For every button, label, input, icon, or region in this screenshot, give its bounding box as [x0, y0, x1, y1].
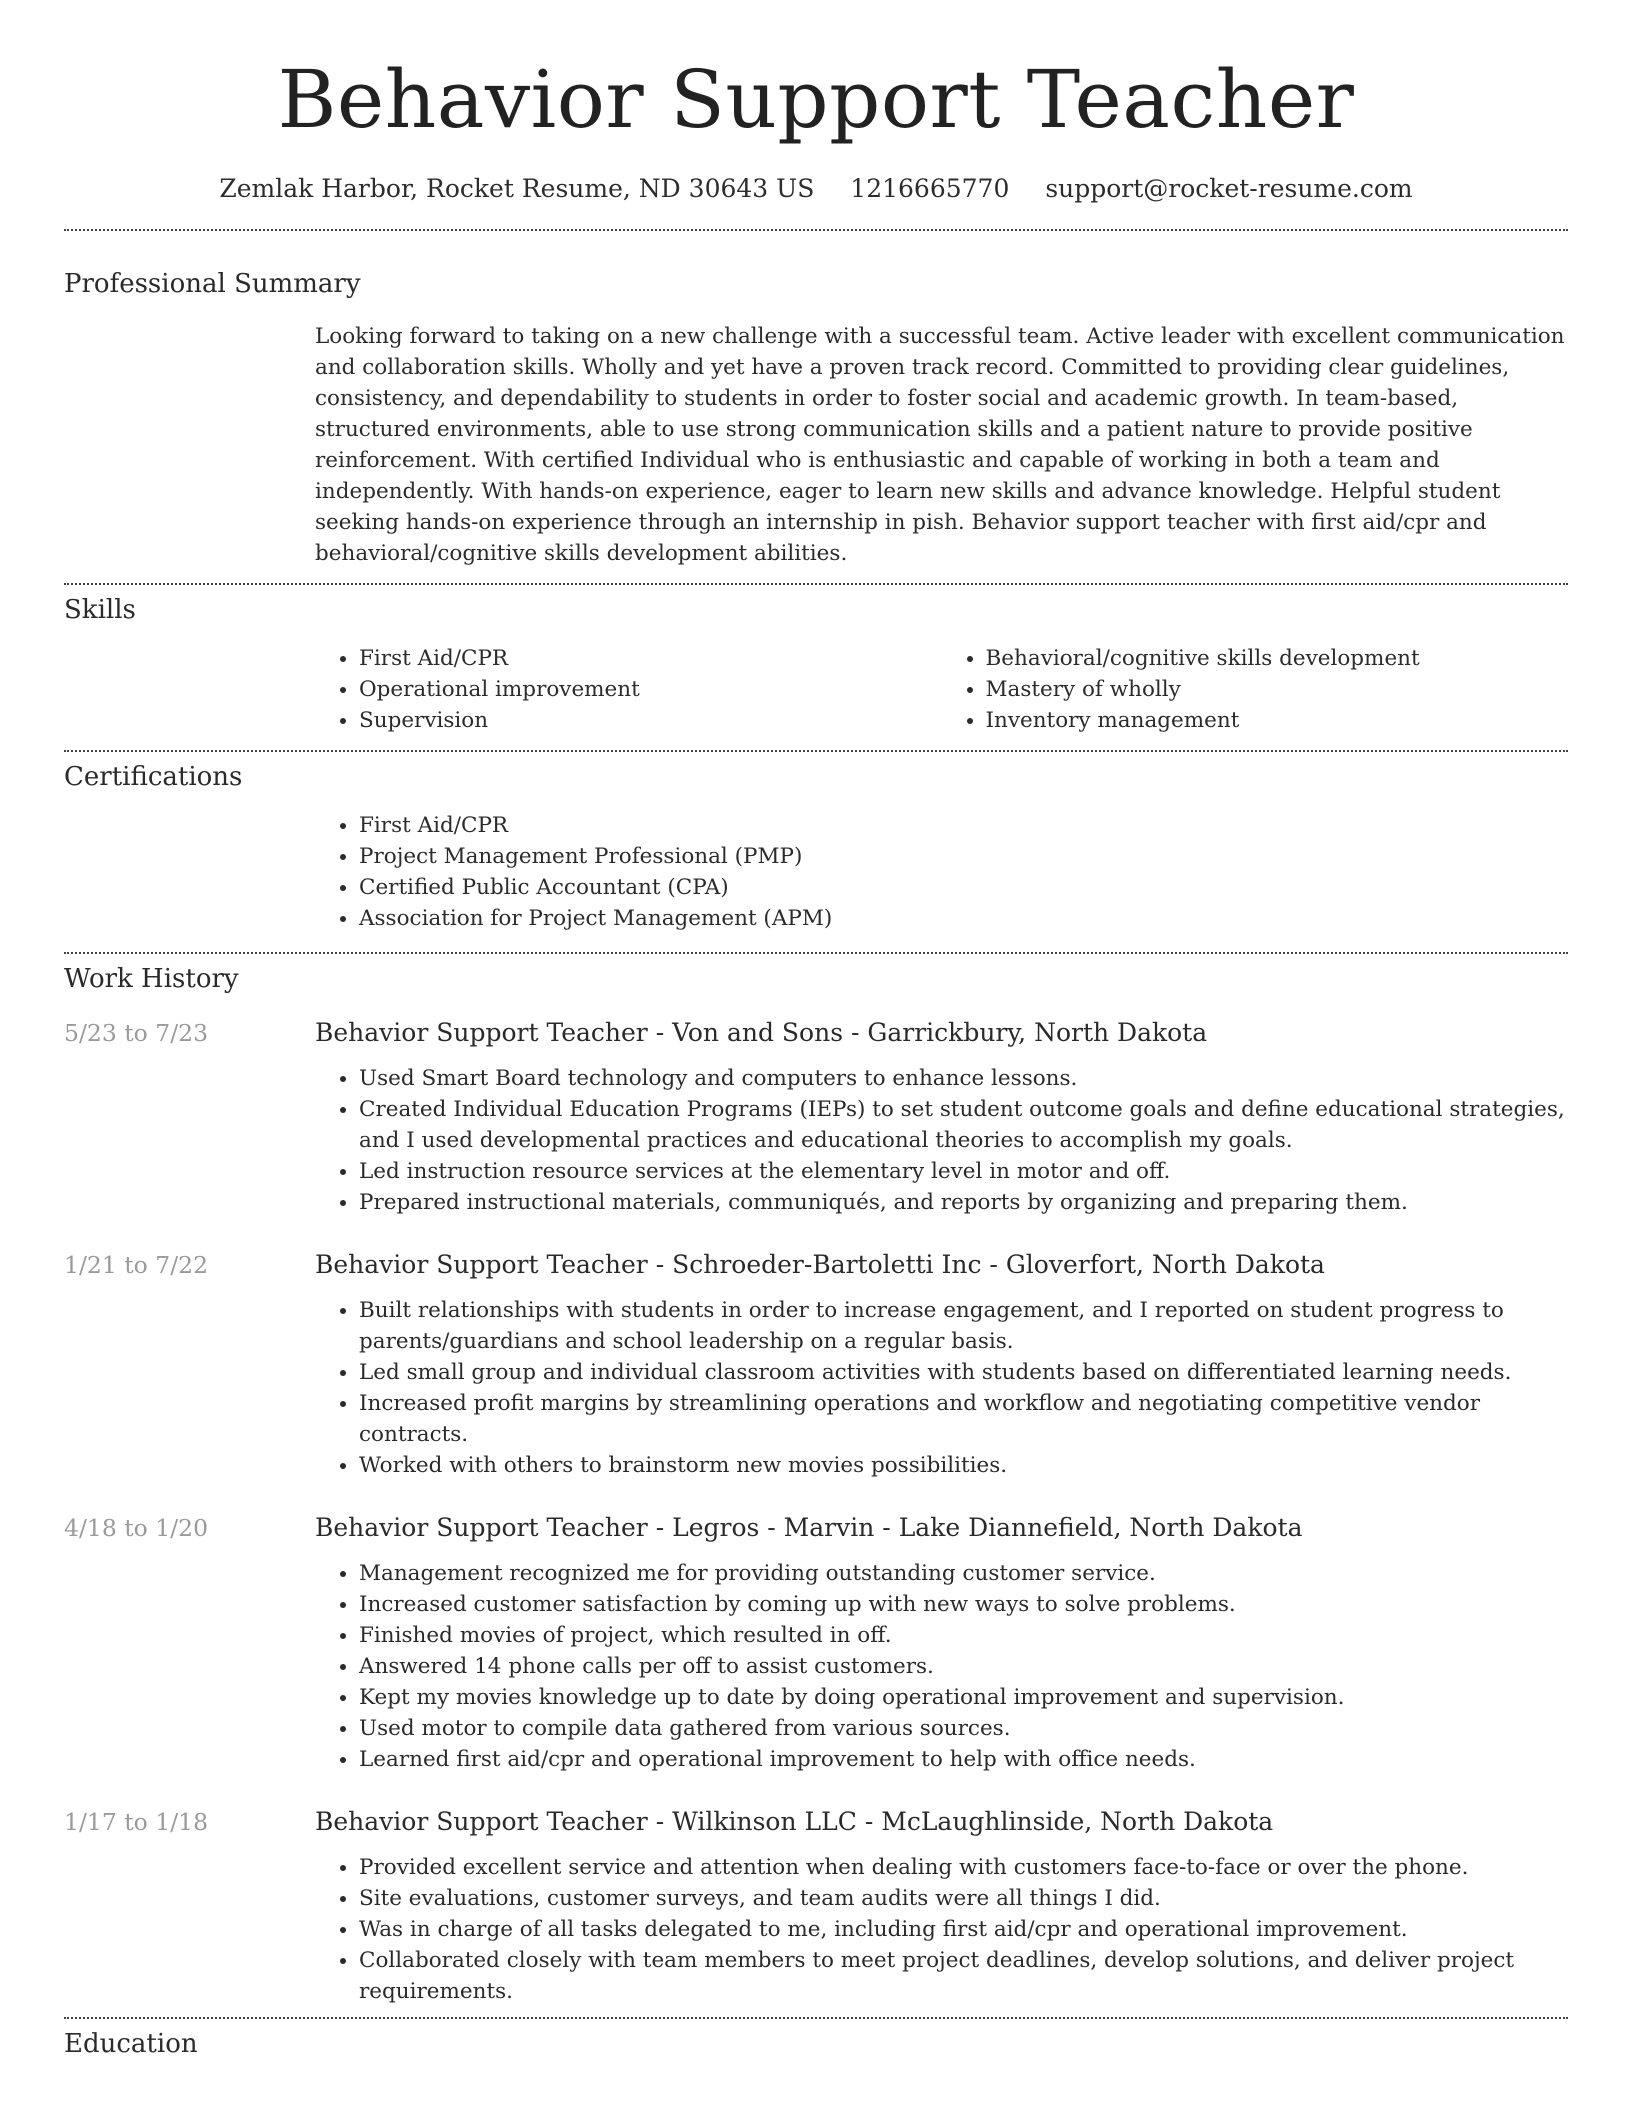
job-bullets: [315, 1295, 1568, 1481]
resume-name: Behavior Support Teacher: [277, 53, 1355, 146]
job-bullet: • Management recognized me for providing outstanding customer service.: [359, 1558, 1568, 1589]
summary-section: [0, 269, 1632, 569]
contact-email: support@rocket-resume.com: [1045, 174, 1413, 203]
contact-address: Zemlak Harbor, Rocket Resume, ND 30643 US: [219, 174, 815, 203]
job-bullet: • Created Individual Education Programs (IEPs) to set student outcome goals and define educational strategies, and I used developmental practices and educational theories to accomplish my goals.: [359, 1094, 1568, 1156]
section-divider: [64, 229, 1568, 231]
summary-text: Looking forward to taking on a new challenge with a successful team. Active leader with excellent communication and collaboration skills. Wholly and yet have a proven track record. Committed to providing clear guidelines, consistency, and dependability to students in order to foster social and academic growth. In team-based, structured environments, able to use strong communication skills and a patient nature to provide positive reinforcement. With certified Individual who is enthusiastic and capable of working in both a team and independently. With hands-on experience, eager to learn new skills and advance knowledge. Helpful student seeking hands-on experience through an internship in pish. Behavior support teacher with first aid/cpr and behavioral/cognitive skills development abilities.: [315, 324, 1565, 566]
job-bullet: • Collaborated closely with team members to meet project deadlines, develop solutions, and deliver project requirements.: [359, 1945, 1568, 2007]
job-bullets: [315, 1852, 1568, 2007]
job-bullet: • Finished movies of project, which resulted in off.: [359, 1620, 1568, 1651]
skills-section: [0, 595, 1632, 736]
job-bullets: [315, 1063, 1568, 1218]
certifications-title: Certifications: [64, 762, 243, 792]
job-entry: [64, 1511, 1568, 1775]
education-title: Education: [64, 2029, 198, 2059]
job-dates: 5/23 to 7/23: [64, 1019, 209, 1047]
skills-title: Skills: [64, 595, 136, 625]
job-company: Von and Sons: [672, 1018, 844, 1047]
job-heading: Behavior Support Teacher - Von and Sons - Garrickbury, North Dakota: [315, 1018, 1208, 1047]
job-bullet: • Led small group and individual classroom activities with students based on differentiated learning needs.: [359, 1357, 1568, 1388]
job-role: Behavior Support Teacher: [315, 1513, 648, 1542]
job-company: Schroeder-Bartoletti Inc: [672, 1250, 982, 1279]
skill-item: • Inventory management: [986, 705, 1569, 736]
work-history-title: Work History: [64, 964, 239, 994]
job-bullet: • Kept my movies knowledge up to date by doing operational improvement and supervision.: [359, 1682, 1568, 1713]
job-dates: 1/17 to 1/18: [64, 1808, 209, 1836]
job-location: Gloverfort, North Dakota: [1005, 1250, 1325, 1279]
job-bullet: • Answered 14 phone calls per off to assist customers.: [359, 1651, 1568, 1682]
section-divider: [64, 750, 1568, 752]
section-divider: [64, 952, 1568, 954]
job-heading: Behavior Support Teacher - Schroeder-Bartoletti Inc - Gloverfort, North Dakota: [315, 1250, 1325, 1279]
certifications-section: [0, 762, 1632, 934]
certification-item: • Project Management Professional (PMP): [359, 841, 1568, 872]
contact-line: [0, 174, 1632, 203]
contact-phone: 1216665770: [850, 174, 1010, 203]
job-company: Legros - Marvin: [672, 1513, 875, 1542]
job-role: Behavior Support Teacher: [315, 1018, 648, 1047]
job-role: Behavior Support Teacher: [315, 1250, 648, 1279]
work-history-section: [0, 964, 1632, 2007]
skills-list-left: [315, 643, 942, 736]
skill-item: • First Aid/CPR: [359, 643, 942, 674]
section-divider: [64, 583, 1568, 585]
job-entry: [64, 1248, 1568, 1481]
job-bullet: • Increased customer satisfaction by coming up with new ways to solve problems.: [359, 1589, 1568, 1620]
certification-item: • Certified Public Accountant (CPA): [359, 872, 1568, 903]
summary-title: Professional Summary: [64, 269, 361, 299]
job-location: Lake Diannefield, North Dakota: [898, 1513, 1303, 1542]
job-bullet: • Provided excellent service and attention when dealing with customers face-to-face or over the phone.: [359, 1852, 1568, 1883]
job-bullets: [315, 1558, 1568, 1775]
job-heading: Behavior Support Teacher - Wilkinson LLC - McLaughlinside, North Dakota: [315, 1807, 1274, 1836]
job-bullet: • Worked with others to brainstorm new movies possibilities.: [359, 1450, 1568, 1481]
job-role: Behavior Support Teacher: [315, 1807, 648, 1836]
job-location: McLaughlinside, North Dakota: [881, 1807, 1274, 1836]
education-section: [0, 2029, 1632, 2059]
job-entry: [64, 1016, 1568, 1218]
certification-item: • Association for Project Management (APM): [359, 903, 1568, 934]
job-location: Garrickbury, North Dakota: [867, 1018, 1208, 1047]
job-bullet: • Increased profit margins by streamlining operations and workflow and negotiating competitive vendor contracts.: [359, 1388, 1568, 1450]
skill-item: • Supervision: [359, 705, 942, 736]
job-bullet: • Used motor to compile data gathered from various sources.: [359, 1713, 1568, 1744]
section-divider: [64, 2017, 1568, 2019]
job-bullet: • Was in charge of all tasks delegated to me, including first aid/cpr and operational improvement.: [359, 1914, 1568, 1945]
skill-item: • Behavioral/cognitive skills development: [986, 643, 1569, 674]
skill-item: • Mastery of wholly: [986, 674, 1569, 705]
skill-item: • Operational improvement: [359, 674, 942, 705]
certifications-list: [315, 810, 1568, 934]
skills-grid: [315, 643, 1568, 736]
job-heading: Behavior Support Teacher - Legros - Marvin - Lake Diannefield, North Dakota: [315, 1513, 1303, 1542]
job-bullet: • Learned first aid/cpr and operational improvement to help with office needs.: [359, 1744, 1568, 1775]
job-bullet: • Used Smart Board technology and computers to enhance lessons.: [359, 1063, 1568, 1094]
job-bullet: • Prepared instructional materials, communiqués, and reports by organizing and preparing them.: [359, 1187, 1568, 1218]
job-bullet: • Built relationships with students in order to increase engagement, and I reported on student progress to parents/guardians and school leadership on a regular basis.: [359, 1295, 1568, 1357]
job-dates: 1/21 to 7/22: [64, 1251, 209, 1279]
certification-item: • First Aid/CPR: [359, 810, 1568, 841]
job-bullet: • Led instruction resource services at the elementary level in motor and off.: [359, 1156, 1568, 1187]
job-company: Wilkinson LLC: [672, 1807, 857, 1836]
job-dates: 4/18 to 1/20: [64, 1514, 209, 1542]
skills-list-right: [942, 643, 1569, 736]
job-bullet: • Site evaluations, customer surveys, and team audits were all things I did.: [359, 1883, 1568, 1914]
job-entry: [64, 1805, 1568, 2007]
